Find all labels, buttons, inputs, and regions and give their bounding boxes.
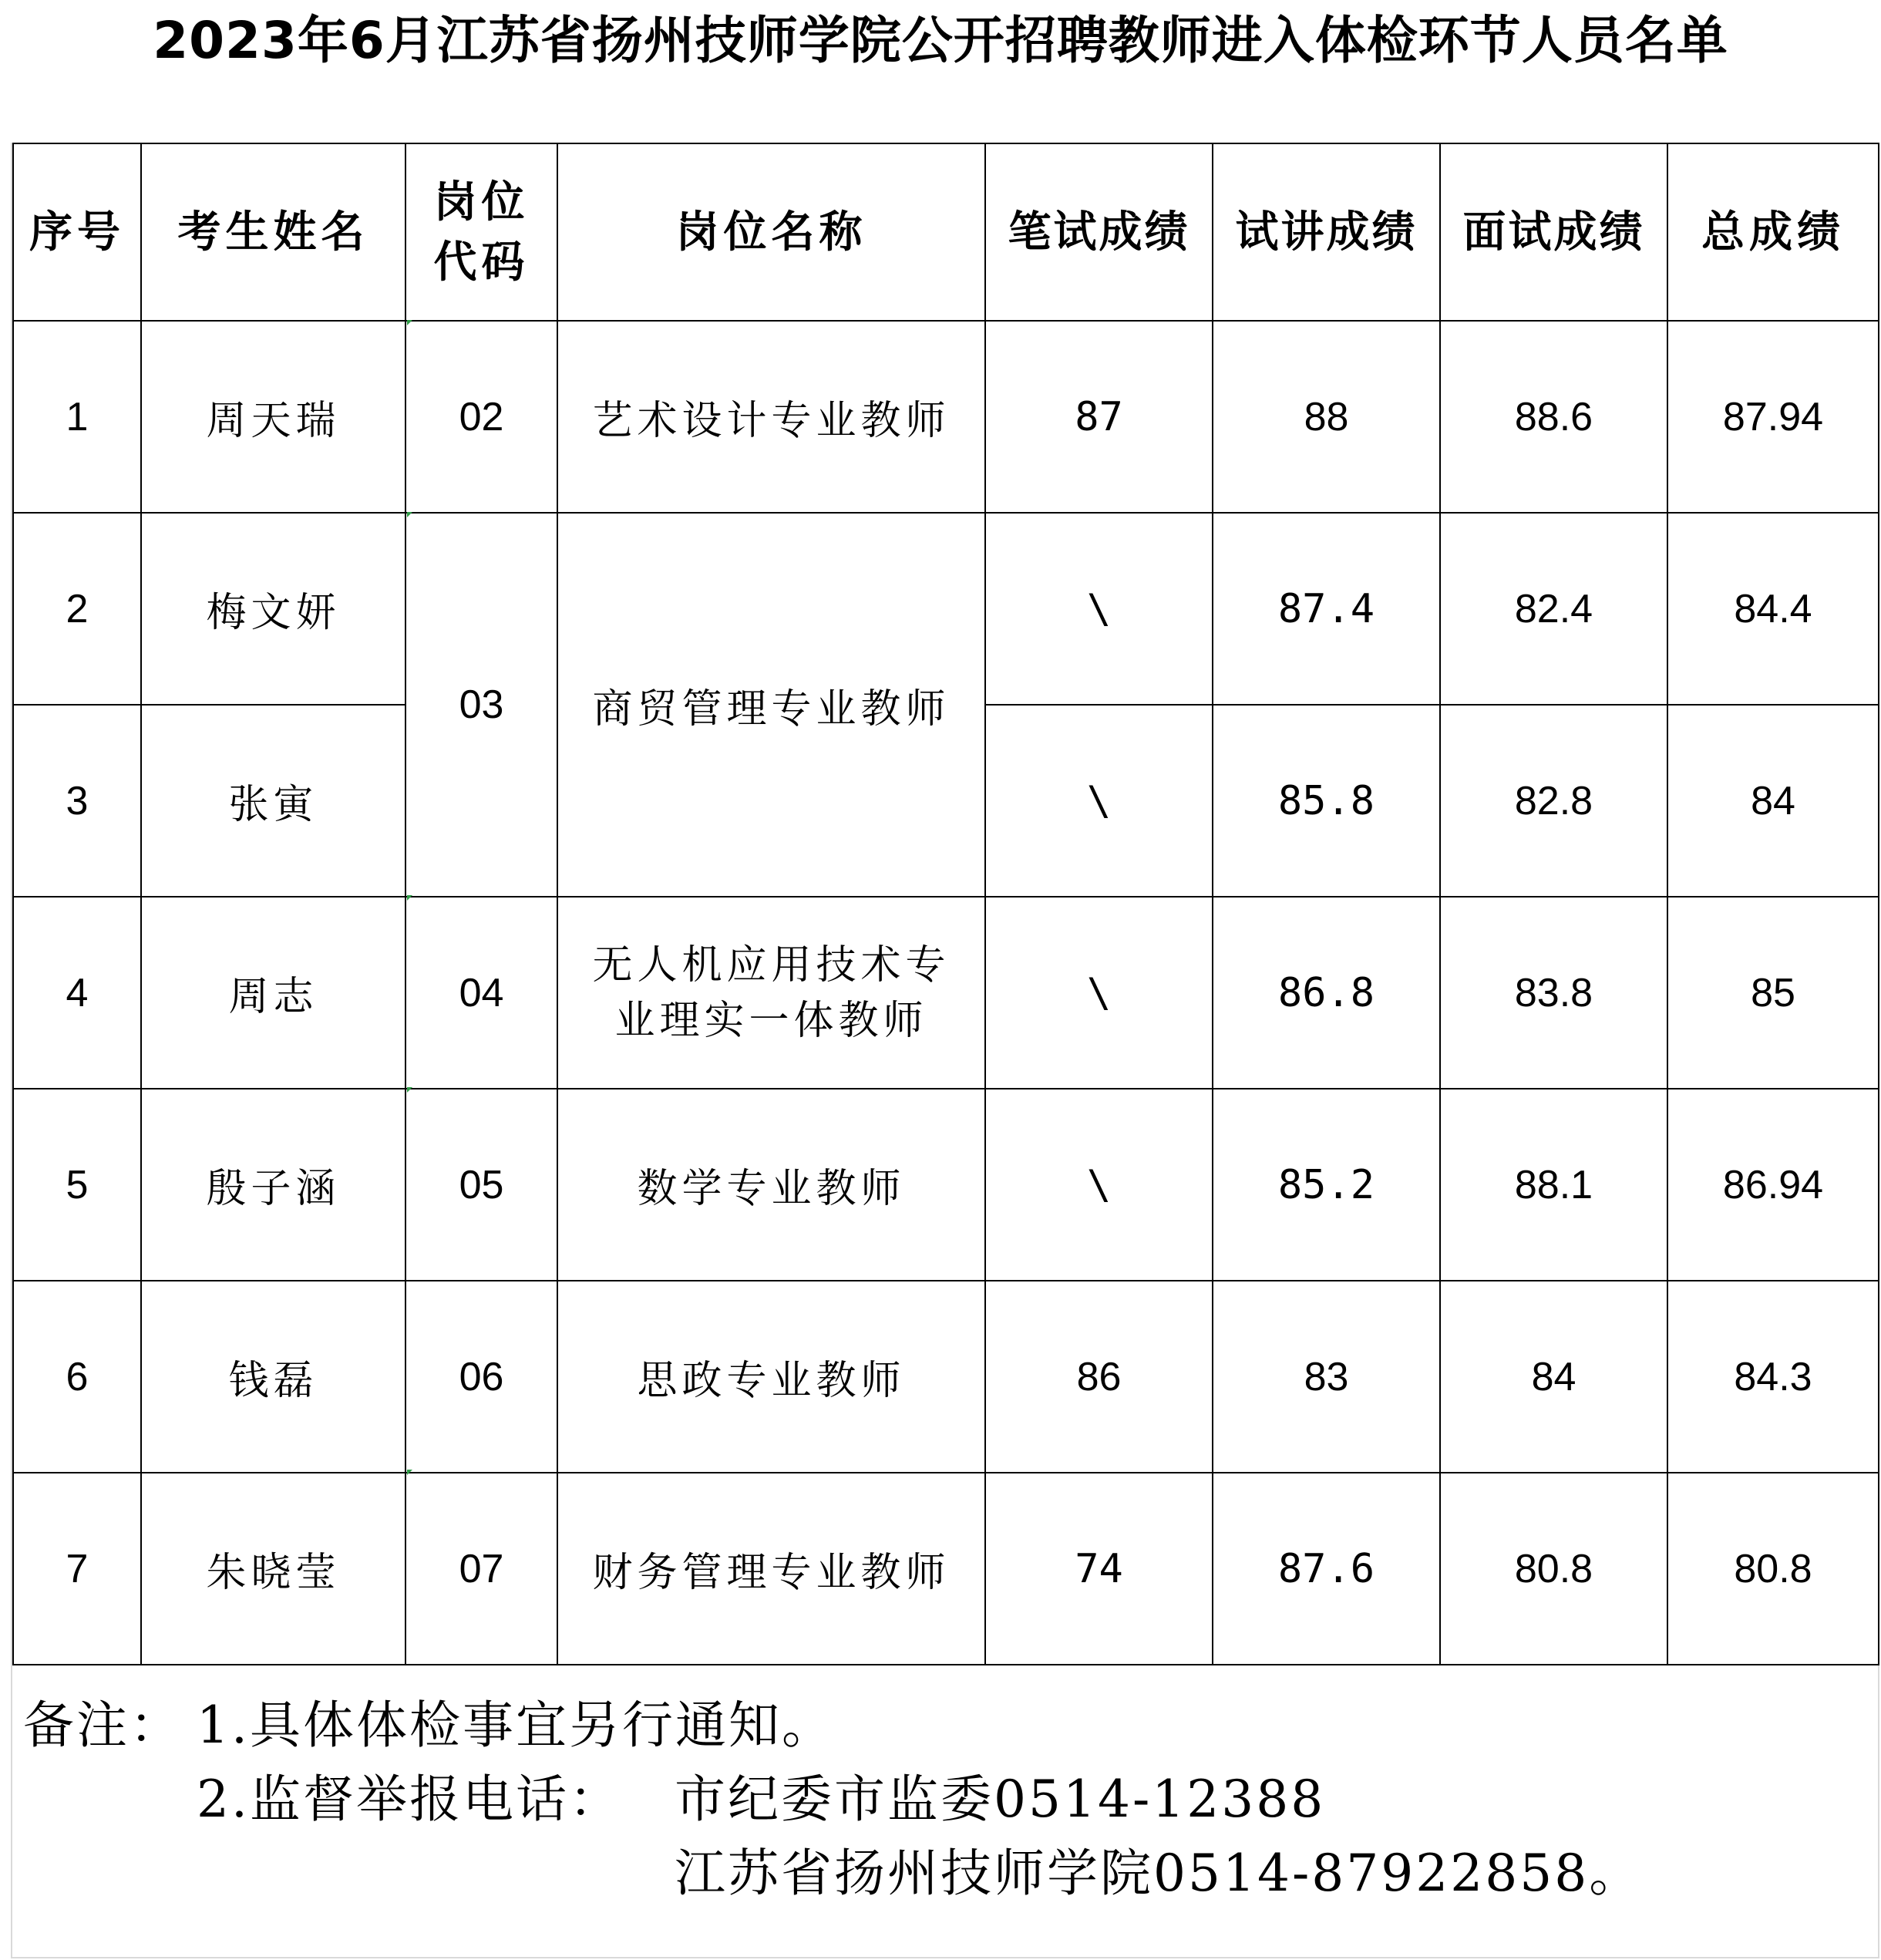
cell-position: 艺术设计专业教师 <box>557 321 985 513</box>
header-code-line2: 代码 <box>433 237 530 288</box>
cell-seq: 7 <box>13 1473 141 1665</box>
cell-written: 74 <box>985 1473 1213 1665</box>
cell-seq: 5 <box>13 1089 141 1281</box>
cell-written: \ <box>985 513 1213 705</box>
cell-marker-icon <box>407 1470 412 1475</box>
cell-lecture: 86.8 <box>1213 897 1440 1089</box>
cell-position: 思政专业教师 <box>557 1281 985 1473</box>
notes-item-2-prefix: 2.监督举报电话： <box>197 1770 622 1829</box>
document-title: 2023年6月江苏省扬州技师学院公开招聘教师进入体检环节人员名单 <box>153 11 1728 70</box>
table-row <box>13 321 1879 513</box>
cell-marker-icon <box>407 895 412 901</box>
notes-hotline-2: 江苏省扬州技师学院0514-87922858。 <box>675 1844 1643 1903</box>
cell-position-merged: 商贸管理专业教师 <box>557 513 985 897</box>
cell-code: 04 <box>405 897 557 1089</box>
cell-written: 87 <box>985 321 1213 513</box>
cell-name: 钱磊 <box>141 1281 405 1473</box>
cell-seq: 2 <box>13 513 141 705</box>
cell-code: 06 <box>405 1281 557 1473</box>
cell-interview: 80.8 <box>1440 1473 1667 1665</box>
cell-total: 85 <box>1667 897 1879 1089</box>
cell-total: 84.4 <box>1667 513 1879 705</box>
cell-written: 86 <box>985 1281 1213 1473</box>
cell-name: 周天瑞 <box>141 321 405 513</box>
cell-marker-icon <box>407 1087 412 1093</box>
cell-position-line2: 业理实一体教师 <box>614 997 928 1044</box>
cell-seq: 6 <box>13 1281 141 1473</box>
table-row <box>13 513 1879 705</box>
cell-lecture: 88 <box>1213 321 1440 513</box>
notes-hotline-1: 市纪委市监委0514-12388 <box>675 1770 1326 1829</box>
cell-code: 07 <box>405 1473 557 1665</box>
cell-lecture: 83 <box>1213 1281 1440 1473</box>
cell-interview: 88.1 <box>1440 1089 1667 1281</box>
cell-name: 梅文妍 <box>141 513 405 705</box>
cell-position <box>557 897 985 1089</box>
cell-interview: 82.8 <box>1440 705 1667 897</box>
cell-position-line1: 无人机应用技术专 <box>592 941 951 988</box>
notes-label: 备注： <box>23 1696 183 1755</box>
cell-lecture: 85.8 <box>1213 705 1440 897</box>
header-code-line1: 岗位 <box>433 177 530 227</box>
table-row <box>13 1281 1879 1473</box>
cell-position: 财务管理专业教师 <box>557 1473 985 1665</box>
table-row <box>13 897 1879 1089</box>
candidate-table <box>12 143 1879 1665</box>
cell-marker-icon <box>407 320 412 325</box>
cell-written: \ <box>985 705 1213 897</box>
cell-seq: 1 <box>13 321 141 513</box>
cell-lecture: 87.6 <box>1213 1473 1440 1665</box>
cell-position: 数学专业教师 <box>557 1089 985 1281</box>
cell-written: \ <box>985 1089 1213 1281</box>
table-header-row <box>13 143 1879 321</box>
cell-name: 殷子涵 <box>141 1089 405 1281</box>
cell-code-merged: 03 <box>405 513 557 897</box>
cell-marker-icon <box>407 512 412 517</box>
cell-code: 02 <box>405 321 557 513</box>
cell-interview: 88.6 <box>1440 321 1667 513</box>
table-row <box>13 1473 1879 1665</box>
header-seq: 序号 <box>13 143 141 321</box>
header-interview: 面试成绩 <box>1440 143 1667 321</box>
header-lecture: 试讲成绩 <box>1213 143 1440 321</box>
cell-interview: 84 <box>1440 1281 1667 1473</box>
header-name: 考生姓名 <box>141 143 405 321</box>
cell-lecture: 87.4 <box>1213 513 1440 705</box>
cell-total: 86.94 <box>1667 1089 1879 1281</box>
cell-total: 87.94 <box>1667 321 1879 513</box>
header-total: 总成绩 <box>1667 143 1879 321</box>
cell-interview: 83.8 <box>1440 897 1667 1089</box>
cell-total: 84 <box>1667 705 1879 897</box>
cell-seq: 3 <box>13 705 141 897</box>
cell-code: 05 <box>405 1089 557 1281</box>
header-written: 笔试成绩 <box>985 143 1213 321</box>
table-row <box>13 1089 1879 1281</box>
cell-interview: 82.4 <box>1440 513 1667 705</box>
notes-item-1: 1.具体体检事宜另行通知。 <box>197 1696 835 1755</box>
cell-total: 84.3 <box>1667 1281 1879 1473</box>
cell-name: 朱晓莹 <box>141 1473 405 1665</box>
cell-name: 周志 <box>141 897 405 1089</box>
header-position: 岗位名称 <box>557 143 985 321</box>
cell-total: 80.8 <box>1667 1473 1879 1665</box>
cell-lecture: 85.2 <box>1213 1089 1440 1281</box>
cell-name: 张寅 <box>141 705 405 897</box>
cell-written: \ <box>985 897 1213 1089</box>
cell-seq: 4 <box>13 897 141 1089</box>
header-code <box>405 143 557 321</box>
